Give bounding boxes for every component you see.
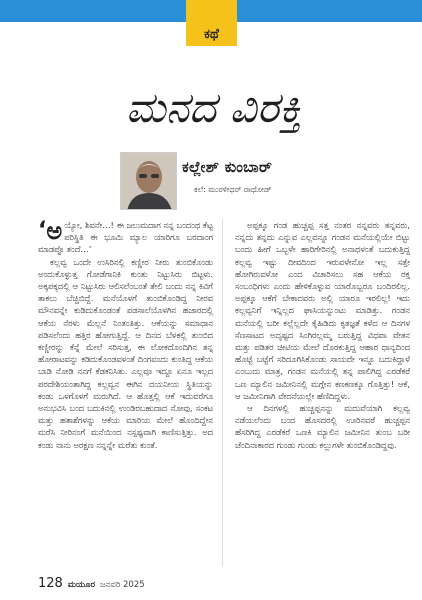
- header-bar-yellow: [186, 0, 237, 22]
- section-label: ಕಥೆ: [186, 22, 237, 46]
- illustration-credit: ಕಲೆ: ಮುರಳೀಧರ್ ರಾಥೋಡ್: [194, 185, 272, 194]
- opening-paragraph-text: ಯ್ಯೋ, ಶಿವನೇ…! ಈ ಜಲುಮದಾಗ ನನ್ನ ಬಂದಂಥ ಕೆಟ್ಟ ಪರಿಸ್ಥಿತಿ ಈ ಭೂಮಿ ಮ್ಯಾಲ ಯಾರಿಗೂ ಬರದಾಂಗ ಮಾಡಪ್ಪೊ ತಂದೆ…’: [38, 220, 213, 255]
- body-paragraph: ಕಲ್ಲವ್ವ ಒಂದೇ ಉಸಿರಿನಲ್ಲಿ ಕಣ್ಣೀರ ನೀರು ತುಂಬಿಕೊಂಡು ಅಂದುಕೊಳ್ಳುತ್ತ ಗೋಡೆಗಾನಿಕಿ ಕುಂತು ನಿಟ್ಟುಸಿರು ಬಿಟ್ಟಳು. ಅಕ್ಕಪಕ್ಕದಲ್ಲಿ ಆ ನಿಟ್ಟುಸಿರು ಆಲಿಸಲೆಂಬಂತೆ ತೇಲಿ ಬಂದು ನನ್ನ ಕಿವಿಗೆ ತಾಕಲು ಬೆಚ್ಚಿಬಿದ್ದೆ. ಮನೆಯೊಳಗೆ ತುಂಬಿಕೊಂಡಿದ್ದ ನೀರವ ಮೌನವನ್ನೇ ಕುಡಿದುಕೊಂಡಂತೆ ಪಡಸಾಲೆಯೊಳಗಿನ ಹಜಾರದಲ್ಲಿ ಆಕೆಯ ನೆರಳು ಮೆಲ್ಲನೆ ನಿಂತಂತಿತ್ತು. ಆಕೆಯನ್ನು ಸಮಾಧಾನ ಪಡಿಸಲೆಂದು ಹತ್ತಿರ ಹೋಗುತ್ತಿದ್ದೆ. ಆ ದಿನದ ಬೆಳಕಲ್ಲಿ ತುಂಬಿದ ಕಣ್ಣೀರನ್ನು ಕೆನ್ನೆ ಮೇಲೆ ಸರಿಸುತ್ತ, ಈ ಲೋಕದೊಂದಿಗಿನ ತನ್ನ ಹೋರಾಟವನ್ನು ಕಡಿದುಕೊಂಡವಳಂತೆ ದಿಂಗವಂದು ಕುಂತಿದ್ದ ಆಕೆಯ ಬಾಡಿ ನೋಡಿ ನನಗೆ ಕೆಡಕನಿಸಿತು. ಎಲ್ಲವೂ ಇದ್ದೂ ಏನೂ ಇಲ್ಲದ ಪರದೇಶಿಯಂತಾಗಿದ್ದ ಕಲ್ಲವ್ವನ ಈಗಿನ ದಯನೀಯ ಸ್ಥಿತಿಯನ್ನು ಕಂಡು ಒಳಗೊಳಗೆ ಮರುಗಿದೆ. ಆ ಹೊತ್ತಲ್ಲಿ ಆಕೆ ಇದುವರೆಗೂ ಅನುಭವಿಸಿ ಬಂದ ಬದುಕಿನಲ್ಲಿ ಉಂಡಿರಬಹುದಾದ ನೋವು, ಸಂಕಟ ಮತ್ತು ಹತಾಶೆಗಳನ್ನು ಆಕೆಯ ಮಾರಿಯ ಮೇಲೆ ಹೊಂದಿದ್ದೇನ ಮರೆಸಿ ನೀರಿನಂಗೆ ಮನೆಯಿಂದ ನಸ್ಪಷ್ಟವಾಗಿ ಕಾಣಿಸುತ್ತಿತ್ತು. ಅದ ಕಂಡು ನಾನು ಅರಕ್ಷಣ ನನ್ನನ್ನೇ ಮರೆತು ಕುಂತೆ.: [38, 256, 213, 450]
- page-number: 128: [38, 576, 63, 591]
- body-paragraph: ಆ ದಿನಗಳಲ್ಲಿ ಹುಚ್ಚಪ್ಪನನ್ನು ಮದುವೆಯಾಗಿ ಕಲ್ಲವ್ವ ನಡೆಯಲೆಂದು ಬಂದ ಹೊಸದರಲ್ಲಿ ಊರಿನವರೆ ಹುಚ್ಚಪ್ಪನ ಹೆಸರಿಗಿದ್ದ ಎರಡೆಕರೆ ಒಣಕಿ ಮ್ಯಾಲಿನ ಜಮೀನಿನ ತುಂಬ ಬರೀ ಚೆಂದಿನಾಕಾರದ ಗುಂಡು ಗುಂಡು ಕಲ್ಲುಗಳೇ ತುಂಬಿಕೊಂಡಿದ್ದವು.: [235, 403, 410, 450]
- header-bar-blue: [0, 0, 186, 22]
- author-photo: [120, 152, 177, 210]
- author-portrait-icon: [121, 153, 177, 210]
- opening-quote-mark: ‘: [38, 218, 47, 243]
- body-paragraph: ಅಪ್ಪಕ್ಕೂ ಗಂಡ ಹುಚ್ಚಪ್ಪ ಸತ್ತ ನಂತರ ನನ್ನವರು ತನ್ನವರು, ನನ್ನದು ತನ್ನದು ಎನ್ನುವ ಎಲ್ಲವನ್ನೂ ಗಂಡನ ಮನೆಯಲ್ಲಿಯೇ ಬಿಟ್ಟು ಬಂದು ಹೀಗೆ ಒಬ್ಬಳೇ ಹಾರಿಗೇರಿನಲ್ಲಿ ಅನಾಥಳಂತೆ ಬದುಕುತ್ತಿದ್ದ ಕಲ್ಲವ್ವ ಇಷ್ಟು ದೀವದಿಂದ ಇರುವಳೇನೋ ಇಲ್ಲ ಸತ್ತೇ ಹೋಗಿರುವಳೋ ಎಂದ ವಿಚಾರಿಸಲು ಸಹ ಆಕೆಯ ರಕ್ತ ಸಂಬಂಧಿಗಳು ಎಂದು ಹೇಳಿಕೊಳ್ಳುವ ಯಾರೊಬ್ಬರೂ ಬಂದಿರಲಿಲ್ಲ. ಅಪ್ಪಕ್ಕೂ ಆಕೆಗೆ ಬೇಕಾದವರು ಅಲ್ಲಿ ಯಾರೂ ಇರಲಿಲ್ಲ! ಇದು ಕಲ್ಲವ್ವನಿಗೆ ಇನ್ನಿಲ್ಲದ ಘಾಸಿಯನ್ನುಂಟು ಮಾಡಿತ್ತು. ಗಂಡನ ಮನೆಯಲ್ಲಿ ಬರೀ ಕಲ್ಲೆಲ್ಲದೇ ಕೈಹಿಡಿದು ಕೃತಜ್ಞತೆ ಕಳೆದ ಆ ದಿನಗಳ ಸೆಣಸಾಟದ ಅದೃಷ್ಟದ ಸಿಂಗಿರಲ್ಲಮ್ಮ ಬರುತ್ತಿದ್ದ ವಿಧವಾ ವೇತನ ಮತ್ತು ಪಡಿತರ ಚೀಟಿಯ ಮೇಲೆ ದೊರಕುತ್ತಿದ್ದ ಆಹಾರ ಧಾನ್ಯದಿಂದ ಹೊಟ್ಟೆ ಬಟ್ಟೆಗೆ ಸರಿದೂಗಿಸಿಕೊಂಡು ಸಾಯದೇ ಇನ್ನೂ ಬದುಕಿದ್ದಾಳೆ ಎಂಬುದು ಮಾತ್ರ, ಗಂಡನ ಮನೆಯಲ್ಲಿ ತನ್ನ ಪಾಲಿಗಿದ್ದ ಎರಡೆಕರೆ ಒಣ ಮ್ಯಾಲಿನ ಜಮೀನಿನಲ್ಲಿ ಮಗ್ಗೇನ ಕಣಕಣಕ್ಕೂ ಗೊತ್ತಿತ್ತು! ಆಕೆ, ಆ ಜಮೀನಿಗಾಗಿ ವೇದನೆಯಲ್ಲೇ ಹೆಣಿದಿದ್ದಳು.: [235, 220, 410, 401]
- article-column-right: [235, 219, 410, 451]
- drop-cap: ಅ: [46, 217, 63, 245]
- issue-date: ಜನವರಿ 2025: [99, 580, 145, 590]
- author-name: ಕಲ್ಲೇಶ್ ಕುಂಬಾರ್: [182, 158, 273, 176]
- magazine-name: ಮಯೂರ: [67, 580, 95, 590]
- article-column-left: [38, 219, 213, 451]
- header-bar-blue-right: [237, 0, 422, 22]
- column-divider: [222, 219, 223, 567]
- opening-paragraph: [38, 219, 213, 256]
- story-title-calligraphy: [54, 68, 374, 146]
- story-title: ಮನದ ವಿರಕ್ತಿ: [125, 83, 303, 132]
- page-footer: [38, 576, 145, 591]
